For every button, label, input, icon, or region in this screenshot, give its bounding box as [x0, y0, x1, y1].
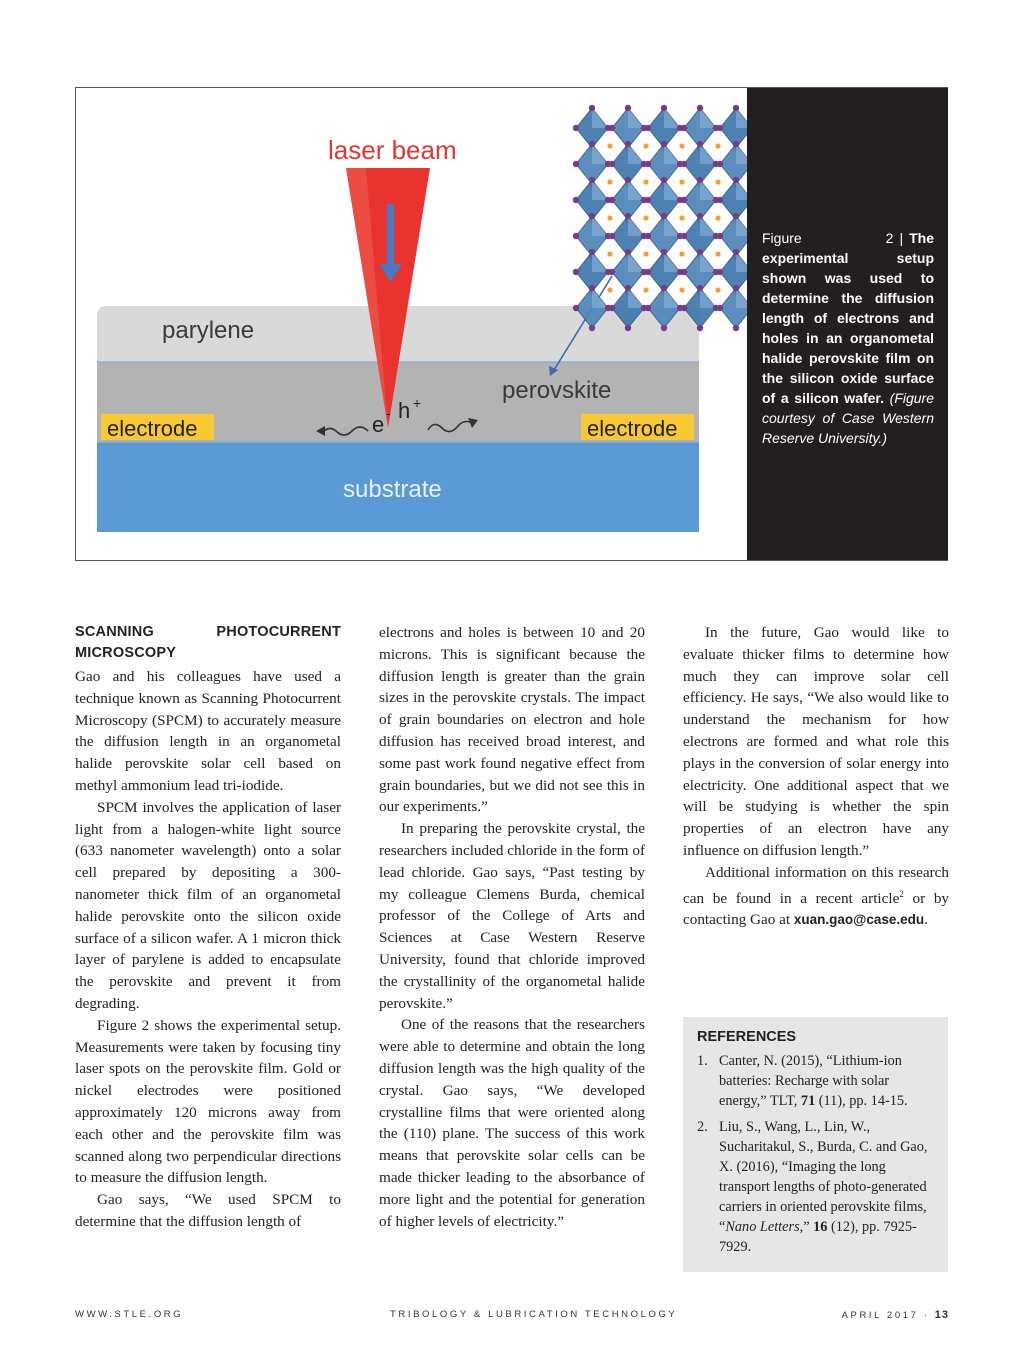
email-link[interactable]: xuan.gao@case.edu: [793, 912, 925, 928]
text-run: .: [924, 911, 928, 929]
column-3: [683, 622, 949, 931]
reference-item: [697, 1117, 934, 1257]
references-box: [683, 1017, 948, 1272]
paragraph: electrons and holes is between 10 and 20 microns. This is significant because the diffusion length is greater than the grain sizes in the perovskite crystals. The impact of grain boundaries on electron and hole diffusion has received broad interest, and some past work found negative effect from grain boundaries, but we did not see this in our experiments.”: [379, 624, 645, 816]
label-electron: e: [372, 412, 385, 437]
experimental-setup-diagram: [76, 88, 747, 560]
footer-dot: ·: [923, 1310, 930, 1321]
label-electron-sup: -: [386, 405, 391, 421]
volume-number: 71: [800, 1093, 816, 1109]
label-electrode-right: electrode: [587, 416, 678, 441]
citation-superscript: 2: [899, 888, 904, 899]
footer-website: WWW.STLE.ORG: [75, 1309, 184, 1320]
section-heading: SCANNING PHOTOCURRENT MICROSCOPY: [75, 624, 341, 661]
column-2: [379, 622, 645, 1232]
paragraph: In preparing the perovskite crystal, the researchers included chloride in the form of lead chloride. Gao says, “Past testing by my colleague Clemens Burda, chemical professor of the College of Arts and Sciences at Case Western Reserve University, found that chloride improved the crystallinity of the organometal halide perovskite.”: [379, 820, 645, 1012]
reference-number: 1.: [697, 1053, 708, 1069]
label-parylene: parylene: [162, 317, 255, 344]
crystal-structure-icon: [573, 105, 747, 331]
text-run: Additional information on this research can be found in a recent article: [683, 863, 949, 907]
text-run: ,”: [799, 1219, 814, 1235]
figure-label: Figure 2: [762, 230, 894, 246]
reference-text: [719, 1051, 934, 1111]
figure-caption: [762, 228, 934, 448]
footer-page-info: [842, 1309, 949, 1321]
text-run: (11), pp. 14-15.: [815, 1093, 908, 1109]
paragraph: [683, 862, 949, 931]
paragraph: Gao and his colleagues have used a technique known as Scanning Photocurrent Microscopy (SPCM) to accurately measure the diffusion length in an organometal halide perovskite solar cell based on methyl ammonium lead tri-iodide.: [75, 668, 341, 794]
paragraph: SPCM involves the application of laser light from a halogen-white light source (633 nanometer wavelength) onto a solar cell prepared by depositing a 300-nanometer thick film of an organometal halide perovskite onto the silicon oxide surface of a silicon wafer. A 1 micron thick layer of parylene is added to encapsulate the perovskite and prevent it from degrading.: [75, 798, 341, 1012]
reference-number: 2.: [697, 1119, 708, 1135]
label-perovskite: perovskite: [502, 377, 612, 404]
text-run: (12), pp. 7925-7929.: [719, 1219, 917, 1255]
references-title: REFERENCES: [697, 1029, 797, 1045]
caption-separator: |: [899, 230, 904, 246]
label-electrode-left: electrode: [107, 416, 198, 441]
journal-name: Nano Letters: [725, 1219, 800, 1235]
caption-bold-text: The experimental setup shown was used to determine the diffusion length of electrons and holes in an organometal halide perovskite film on the silicon oxide surface of a silicon wafer.: [762, 230, 934, 406]
caption-credit: (Figure courtesy of Case Western Reserve University.): [762, 390, 935, 446]
text-run: Liu, S., Wang, L., Lin, W., Sucharitakul, S., Burda, C. and Gao, X. (2016), “Imaging the long transport lengths of photo-generated carriers in oriented perovskite films, “: [719, 1119, 928, 1235]
footer-publication: TRIBOLOGY & LUBRICATION TECHNOLOGY: [390, 1309, 678, 1320]
column-1: [75, 622, 341, 1233]
paragraph: Gao says, “We used SPCM to determine that the diffusion length of: [75, 1191, 341, 1230]
text-run: or by contacting Gao at: [683, 889, 950, 929]
down-arrow-icon: [387, 204, 394, 264]
figure-2: [75, 87, 948, 561]
label-laser-beam: laser beam: [328, 135, 457, 165]
footer-date: APRIL 2017: [841, 1310, 919, 1321]
text-run: Canter, N. (2015), “Lithium-ion batteries: Recharge with solar energy,” TLT,: [719, 1053, 902, 1109]
label-hole-sup: +: [413, 395, 422, 411]
paragraph: In the future, Gao would like to evaluate thicker films to determine how much they can improve solar cell efficiency. He says, “We also would like to understand the mechanism for how electrons are formed and what role this plays in the conversion of solar energy into electricity. One additional aspect that we will be studying is whether the spin properties of an electron have any influence on diffusion length.”: [683, 624, 949, 859]
paragraph: One of the reasons that the researchers were able to determine and obtain the long diffusion length was the high quality of the crystal. Gao says, “We developed crystalline films that were oriented along the (110) plane. The success of this work means that perovskite solar cells can be made thicker leading to the absorbance of more light and the potential for generation of higher levels of electricity.”: [379, 1016, 645, 1230]
label-hole: h: [398, 398, 411, 423]
label-substrate: substrate: [343, 476, 442, 503]
reference-item: [697, 1051, 934, 1111]
figure-caption-panel: [747, 88, 948, 560]
paragraph: Figure 2 shows the experimental setup. Measurements were taken by focusing tiny laser spots on the perovskite film. Gold or nickel electrodes were positioned approximately 120 microns away from each other and the perovskite film was scanned along two perpendicular directions to measure the diffusion length.: [75, 1016, 341, 1187]
page-number: 13: [934, 1309, 949, 1321]
volume-number: 16: [813, 1219, 828, 1235]
reference-text: [719, 1117, 934, 1257]
